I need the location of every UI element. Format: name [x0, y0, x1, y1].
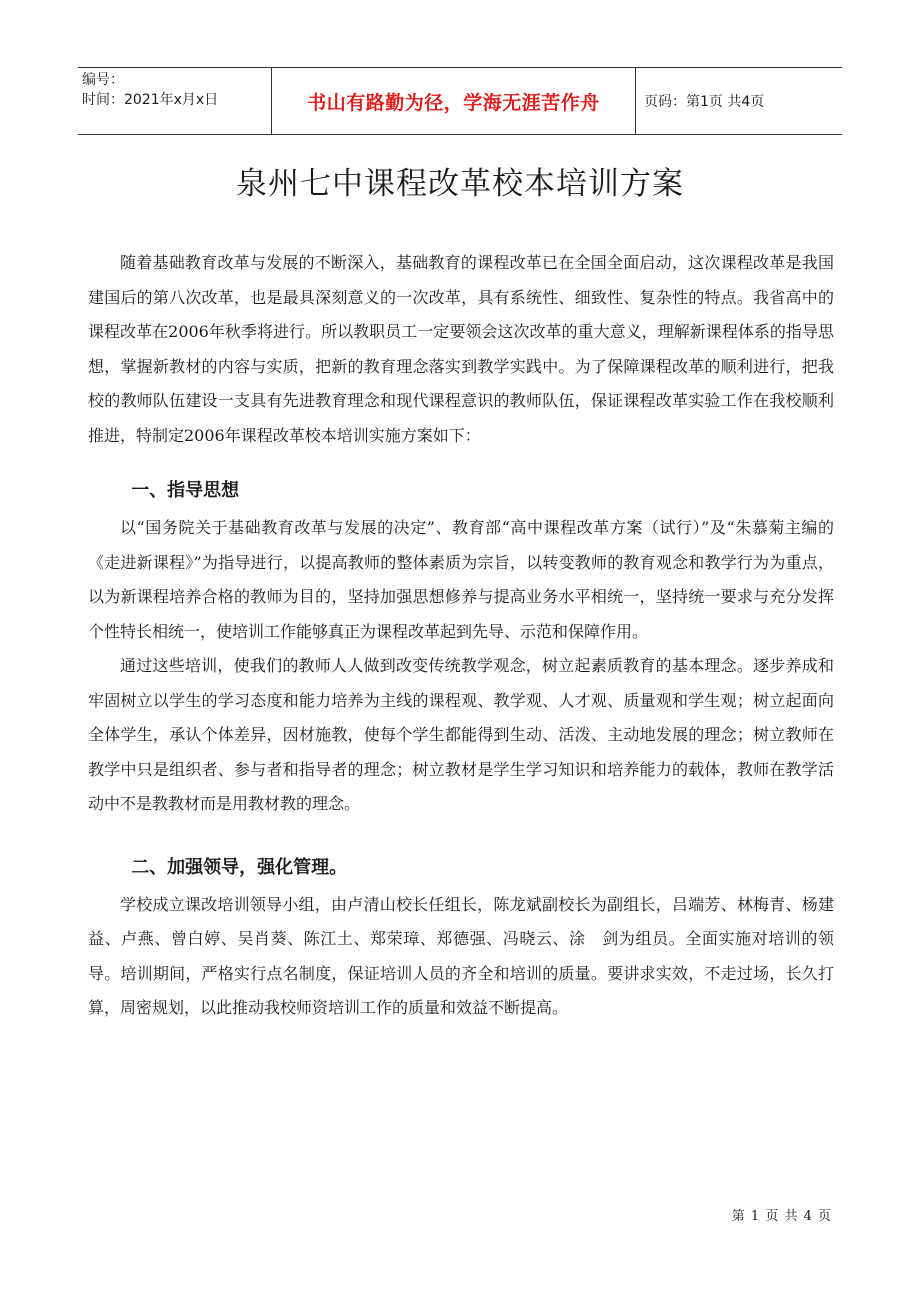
section-heading-guiding-ideology: 一、指导思想: [131, 480, 240, 501]
page-footer: 第 1 页 共 4 页: [731, 1209, 832, 1224]
section-paragraph: 通过这些培训，使我们的教师人人做到改变传统教学观念，树立起素质教育的基本理念。逐步养成和牢固树立以学生的学习态度和能力培养为主线的课程观、教学观、人才观、质量观和学生观；树立起面向全体学生，承认个体差异，因材施教，使每个学生都能得到生动、活泼、主动地发展的理念；树立教师在教学中只是组织者、参与者和指导者的理念；树立教材是学生学习知识和培养能力的载体，教师在教学活动中不是教教材而是用教材教的理念。: [88, 656, 834, 813]
section-paragraph: 以“国务院关于基础教育改革与发展的决定”、教育部“高中课程改革方案（试行）”及“朱慕菊主编的《走进新课程》”为指导进行，以提高教师的整体素质为宗旨，以转变教师的教育观念和教学行为为重点，以为新课程培养合格的教师为目的，坚持加强思想修养与提高业务水平相统一，坚持统一要求与充分发挥个性特长相统一，使培训工作能够真正为课程改革起到先导、示范和保障作用。: [88, 518, 834, 641]
document-body: [88, 246, 834, 1026]
section-paragraph: 学校成立课改培训领导小组，由卢清山校长任组长，陈龙斌副校长为副组长，吕端芳、林梅青、杨建益、卢燕、曾白婷、吴肖葵、陈江土、郑荣璋、郑德强、冯晓云、涂 剑为组员。全面实施对培训的领导。培训期间，严格实行点名制度，保证培训人员的齐全和培训的质量。要讲求实效，不走过场，长久打算，周密规划，以此推动我校师资培训工作的质量和效益不断提高。: [88, 894, 834, 1017]
document-time-label: 时间：2021年x月x日: [82, 92, 219, 108]
section-heading-leadership: 二、加强领导，强化管理。: [131, 856, 348, 878]
header-meta: [78, 68, 272, 134]
page-header: [78, 67, 842, 135]
header-page-info: 页码：第1页 共4页: [644, 94, 765, 110]
document-title: 泉州七中课程改革校本培训方案: [236, 166, 684, 202]
document-number-label: 编号：: [82, 72, 124, 88]
header-motto: 书山有路勤为径，学海无涯苦作舟: [272, 68, 636, 134]
intro-paragraph: 随着基础教育改革与发展的不断深入，基础教育的课程改革已在全国全面启动，这次课程改革是我国建国后的第八次改革，也是最具深刻意义的一次改革，具有系统性、细致性、复杂性的特点。我省高中的课程改革在2006年秋季将进行。所以教职员工一定要领会这次改革的重大意义，理解新课程体系的指导思想，掌握新教材的内容与实质，把新的教育理念落实到教学实践中。为了保障课程改革的顺利进行，把我校的教师队伍建设一支具有先进教育理念和现代课程意识的教师队伍，保证课程改革实验工作在我校顺利推进，特制定2006年课程改革校本培训实施方案如下：: [88, 253, 834, 445]
